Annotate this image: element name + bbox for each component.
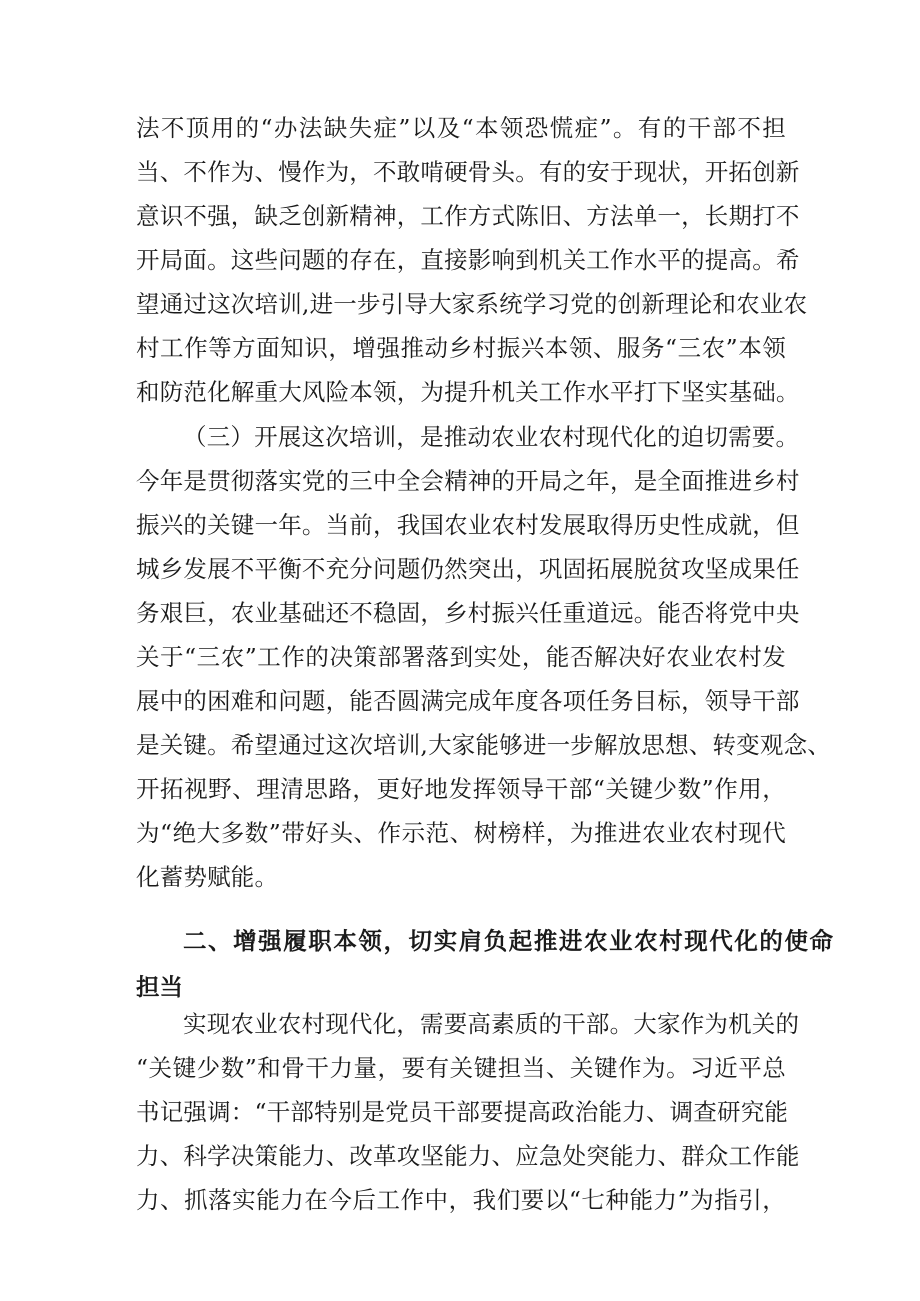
paragraph-line: 务艰巨，农业基础还不稳固，乡村振兴任重道远。能否将党中央	[136, 599, 800, 627]
paragraph-line: 展中的困难和问题，能否圆满完成年度各项任务目标，领导干部	[136, 687, 800, 715]
paragraph-line: 法不顶用的“办法缺失症”以及“本领恐慌症”。有的干部不担	[136, 114, 786, 142]
paragraph-line: 和防范化解重大风险本领，为提升机关工作水平打下坚实基础。	[136, 378, 800, 406]
paragraph-line: 村工作等方面知识，增强推动乡村振兴本领、服务“三农”本领	[136, 334, 786, 362]
paragraph-line: 城乡发展不平衡不充分问题仍然突出，巩固拓展脱贫攻坚成果任	[136, 555, 800, 583]
paragraph-line: 力、科学决策能力、改革攻坚能力、应急处突能力、群众工作能	[136, 1142, 800, 1170]
paragraph-line: 实现农业农村现代化，需要高素质的干部。大家作为机关的	[183, 1010, 800, 1038]
paragraph-line: 是关键。希望通过这次培训,大家能够进一步解放思想、转变观念、	[136, 731, 831, 759]
paragraph-line: （三）开展这次培训，是推动农业农村现代化的迫切需要。	[183, 423, 800, 451]
paragraph-line: 关于“三农”工作的决策部署落到实处，能否解决好农业农村发	[136, 643, 786, 671]
heading-line: 二、增强履职本领，切实肩负起推进农业农村现代化的使命	[183, 927, 833, 955]
paragraph-line: “关键少数”和骨干力量，要有关键担当、关键作为。习近平总	[136, 1054, 786, 1082]
paragraph-line: 振兴的关键一年。当前，我国农业农村发展取得历史性成就，但	[136, 511, 800, 539]
paragraph-line: 化蓄势赋能。	[136, 863, 279, 891]
paragraph-line: 今年是贯彻落实党的三中全会精神的开局之年，是全面推进乡村	[136, 467, 800, 495]
paragraph-line: 意识不强，缺乏创新精神，工作方式陈旧、方法单一，长期打不	[136, 202, 800, 230]
paragraph-line: 开拓视野、理清思路，更好地发挥领导干部“关键少数”作用，	[136, 775, 786, 803]
paragraph-line: 当、不作为、慢作为，不敢啃硬骨头。有的安于现状，开拓创新	[136, 158, 800, 186]
paragraph-line: 望通过这次培训,进一步引导大家系统学习党的创新理论和农业农	[136, 290, 808, 318]
paragraph-line: 书记强调：“干部特别是党员干部要提高政治能力、调查研究能	[136, 1098, 789, 1126]
heading-line: 担当	[136, 973, 183, 1001]
paragraph-line: 力、抓落实能力在今后工作中，我们要以“七种能力”为指引，	[136, 1186, 786, 1214]
paragraph-line: 开局面。这些问题的存在，直接影响到机关工作水平的提高。希	[136, 246, 800, 274]
paragraph-line: 为“绝大多数”带好头、作示范、树榜样，为推进农业农村现代	[136, 819, 786, 847]
